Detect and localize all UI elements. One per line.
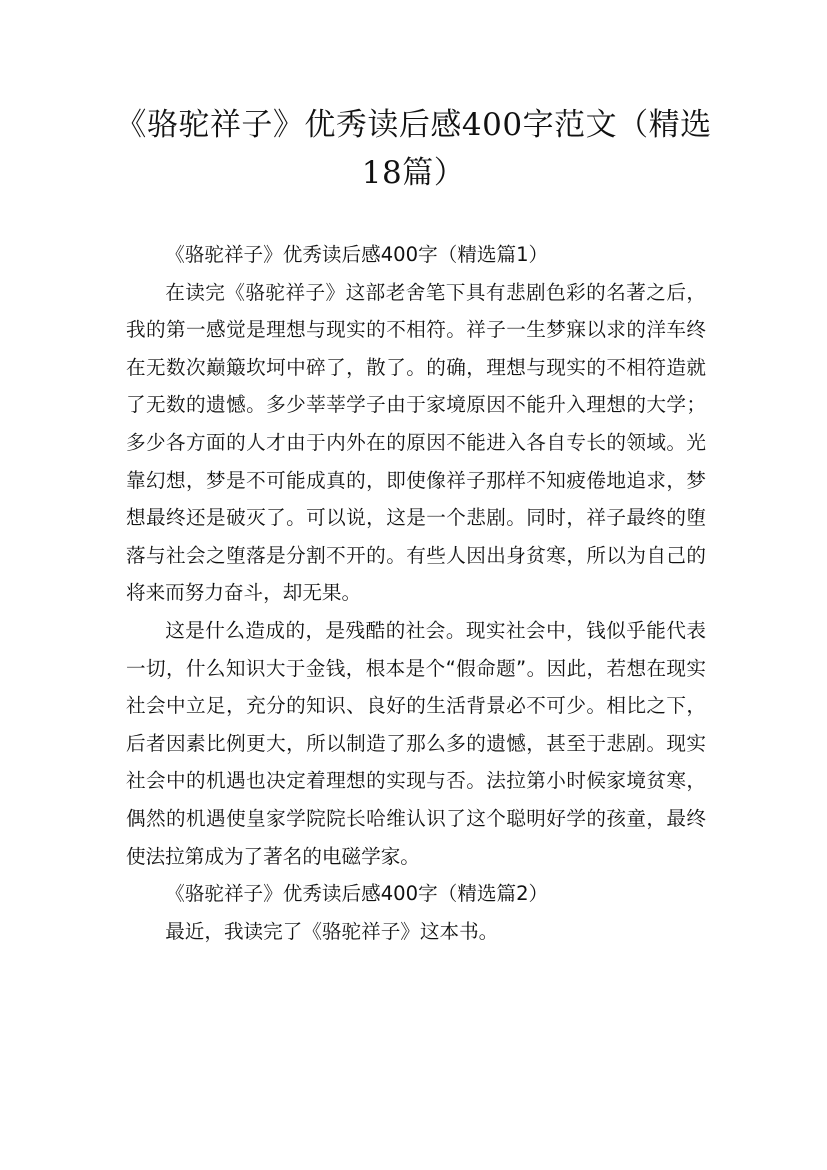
document-body xyxy=(126,236,706,950)
body-paragraph-3: 最近，我读完了《骆驼祥子》这本书。 xyxy=(165,919,499,943)
section-heading-1: 《骆驼祥子》优秀读后感400字（精选篇1） xyxy=(165,243,549,266)
title-line-1: 《骆驼祥子》优秀读后感400字范文（精选 xyxy=(115,107,712,143)
document-title xyxy=(100,101,727,197)
section-heading-2: 《骆驼祥子》优秀读后感400字（精选篇2） xyxy=(165,882,549,906)
title-line-2: 18篇） xyxy=(361,155,466,191)
body-paragraph-2: 这是什么造成的，是残酷的社会。现实社会中，钱似乎能代表一切，什么知识大于金钱，根本是个“假命题”。因此，若想在现实社会中立足，充分的知识、良好的生活背景必不可少。相比之下，后者因素比例更大，所以制造了那么多的遗憾，甚至于悲剧。现实社会中的机遇也决定着理想的实现与否。法拉第小时候家境贫寒，偶然的机遇使皇家学院院长哈维认识了这个聪明好学的孩童，最终使法拉第成为了著名的电磁学家。 xyxy=(126,618,706,868)
body-paragraph-1: 在读完《骆驼祥子》这部老舍笔下具有悲剧色彩的名著之后，我的第一感觉是理想与现实的不相符。祥子一生梦寐以求的洋车终在无数次巅簸坎坷中碎了，散了。的确，理想与现实的不相符造就了无数的遗憾。多少莘莘学子由于家境原因不能升入理想的大学；多少各方面的人才由于内外在的原因不能进入各自专长的领域。光靠幻想，梦是不可能成真的，即使像祥子那样不知疲倦地追求，梦想最终还是破灭了。可以说，这是一个悲剧。同时，祥子最终的堕落与社会之堕落是分割不开的。有些人因出身贫寒，所以为自己的将来而努力奋斗，却无果。 xyxy=(126,280,706,605)
